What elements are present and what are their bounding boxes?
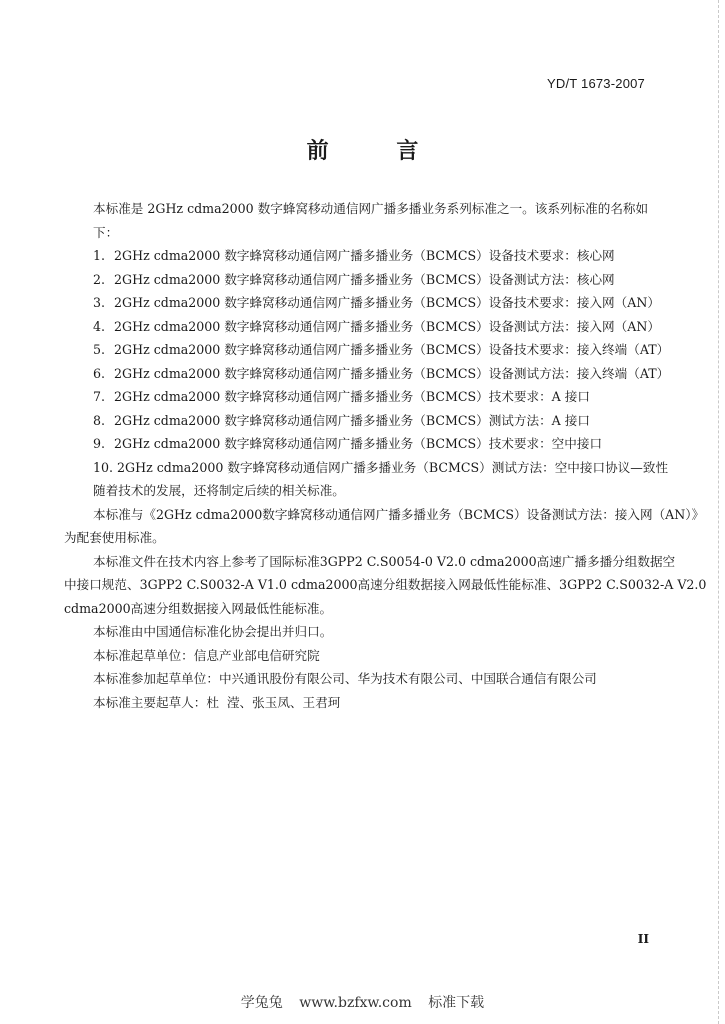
drafter-paragraph: 本标准起草单位：信息产业部电信研究院 (93, 647, 320, 663)
list-item-10 (93, 456, 669, 480)
watermark-url[interactable]: www.bzfxw.com (299, 995, 412, 1011)
list-item (93, 385, 653, 409)
standard-code: YD/T 1673-2007 (547, 76, 645, 91)
document-body (64, 197, 707, 714)
list-number: 5. (93, 342, 106, 357)
list-item (93, 315, 660, 339)
list-item (93, 291, 660, 315)
list-text: 2GHz cdma2000 数字蜂窝移动通信网广播多播业务（BCMCS）设备技术要求：核心网 (114, 248, 615, 263)
list-number: 7. (93, 389, 106, 404)
list-number: 8. (93, 412, 106, 428)
list-number: 9. (93, 436, 106, 451)
watermark-caption: 标准下载 (428, 995, 485, 1011)
list-text: 2GHz cdma2000 数字蜂窝移动通信网广播多播业务（BCMCS）技术要求：A 接口 (114, 389, 590, 404)
list-item (93, 268, 653, 292)
list-text: 2GHz cdma2000 数字蜂窝移动通信网广播多播业务（BCMCS）设备测试方法：接入终端（AT） (114, 365, 670, 381)
list-item (93, 409, 653, 433)
list-text: 2GHz cdma2000 数字蜂窝移动通信网广播多播业务（BCMCS）设备技术要求：接入终端（AT） (114, 342, 670, 357)
list-text: 2GHz cdma2000 数字蜂窝移动通信网广播多播业务（BCMCS）设备技术要求：接入网（AN） (114, 295, 660, 310)
intro-paragraph: 本标准是 2GHz cdma2000 数字蜂窝移动通信网广播多播业务系列标准之一。该系列标准的名称如下： (93, 201, 649, 240)
watermark (0, 992, 725, 1012)
watermark-site: 学兔兔 (240, 995, 283, 1011)
list-number: 2. (93, 271, 106, 287)
list-item (93, 432, 653, 456)
list-item (93, 338, 670, 362)
scan-edge-divider (717, 0, 719, 1024)
list-text: 2GHz cdma2000 数字蜂窝移动通信网广播多播业务（BCMCS）技术要求：空中接口 (114, 436, 603, 451)
standards-list (93, 244, 670, 503)
list-text: 2GHz cdma2000 数字蜂窝移动通信网广播多播业务（BCMCS）设备测试方法：接入网（AN） (114, 318, 660, 334)
list-item-10-continuation: 随着技术的发展，还将制定后续的相关标准。 (93, 483, 345, 498)
reference-paragraph-line3: cdma2000高速分组数据接入网最低性能标准。 (64, 600, 333, 616)
page-title: 前 言 (306, 138, 449, 164)
proposer-paragraph: 本标准由中国通信标准化协会提出并归口。 (93, 624, 333, 639)
companion-paragraph-line2: 为配套使用标准。 (64, 530, 165, 545)
list-text: 2GHz cdma2000 数字蜂窝移动通信网广播多播业务（BCMCS）设备测试方法：核心网 (114, 271, 615, 287)
list-number: 10. (93, 459, 114, 475)
list-text: 2GHz cdma2000 数字蜂窝移动通信网广播多播业务（BCMCS）测试方法：空中接口协议—致性 (117, 459, 669, 475)
list-number: 4. (93, 318, 106, 334)
companion-paragraph-line1: 本标准与《2GHz cdma2000数字蜂窝移动通信网广播多播业务（BCMCS）设备测试方法：接入网（AN）》 (93, 506, 705, 522)
reference-paragraph-line1: 本标准文件在技术内容上参考了国际标准3GPP2 C.S0054-0 V2.0 cdma2000高速广播多播分组数据空 (93, 553, 676, 569)
page-number: II (637, 932, 649, 946)
participants-paragraph: 本标准参加起草单位：中兴通讯股份有限公司、华为技术有限公司、中国联合通信有限公司 (93, 671, 597, 686)
authors-paragraph: 本标准主要起草人：杜 滢、张玉凤、王君珂 (93, 694, 341, 710)
list-number: 1. (93, 248, 106, 263)
list-item (93, 362, 670, 386)
reference-paragraph-line2: 中接口规范、3GPP2 C.S0032-A V1.0 cdma2000高速分组数据接入网最低性能标准、3GPP2 C.S0032-A V2.0 (64, 577, 707, 592)
list-item (93, 244, 653, 268)
list-number: 3. (93, 295, 106, 310)
list-text: 2GHz cdma2000 数字蜂窝移动通信网广播多播业务（BCMCS）测试方法：A 接口 (114, 412, 590, 428)
list-number: 6. (93, 365, 106, 381)
